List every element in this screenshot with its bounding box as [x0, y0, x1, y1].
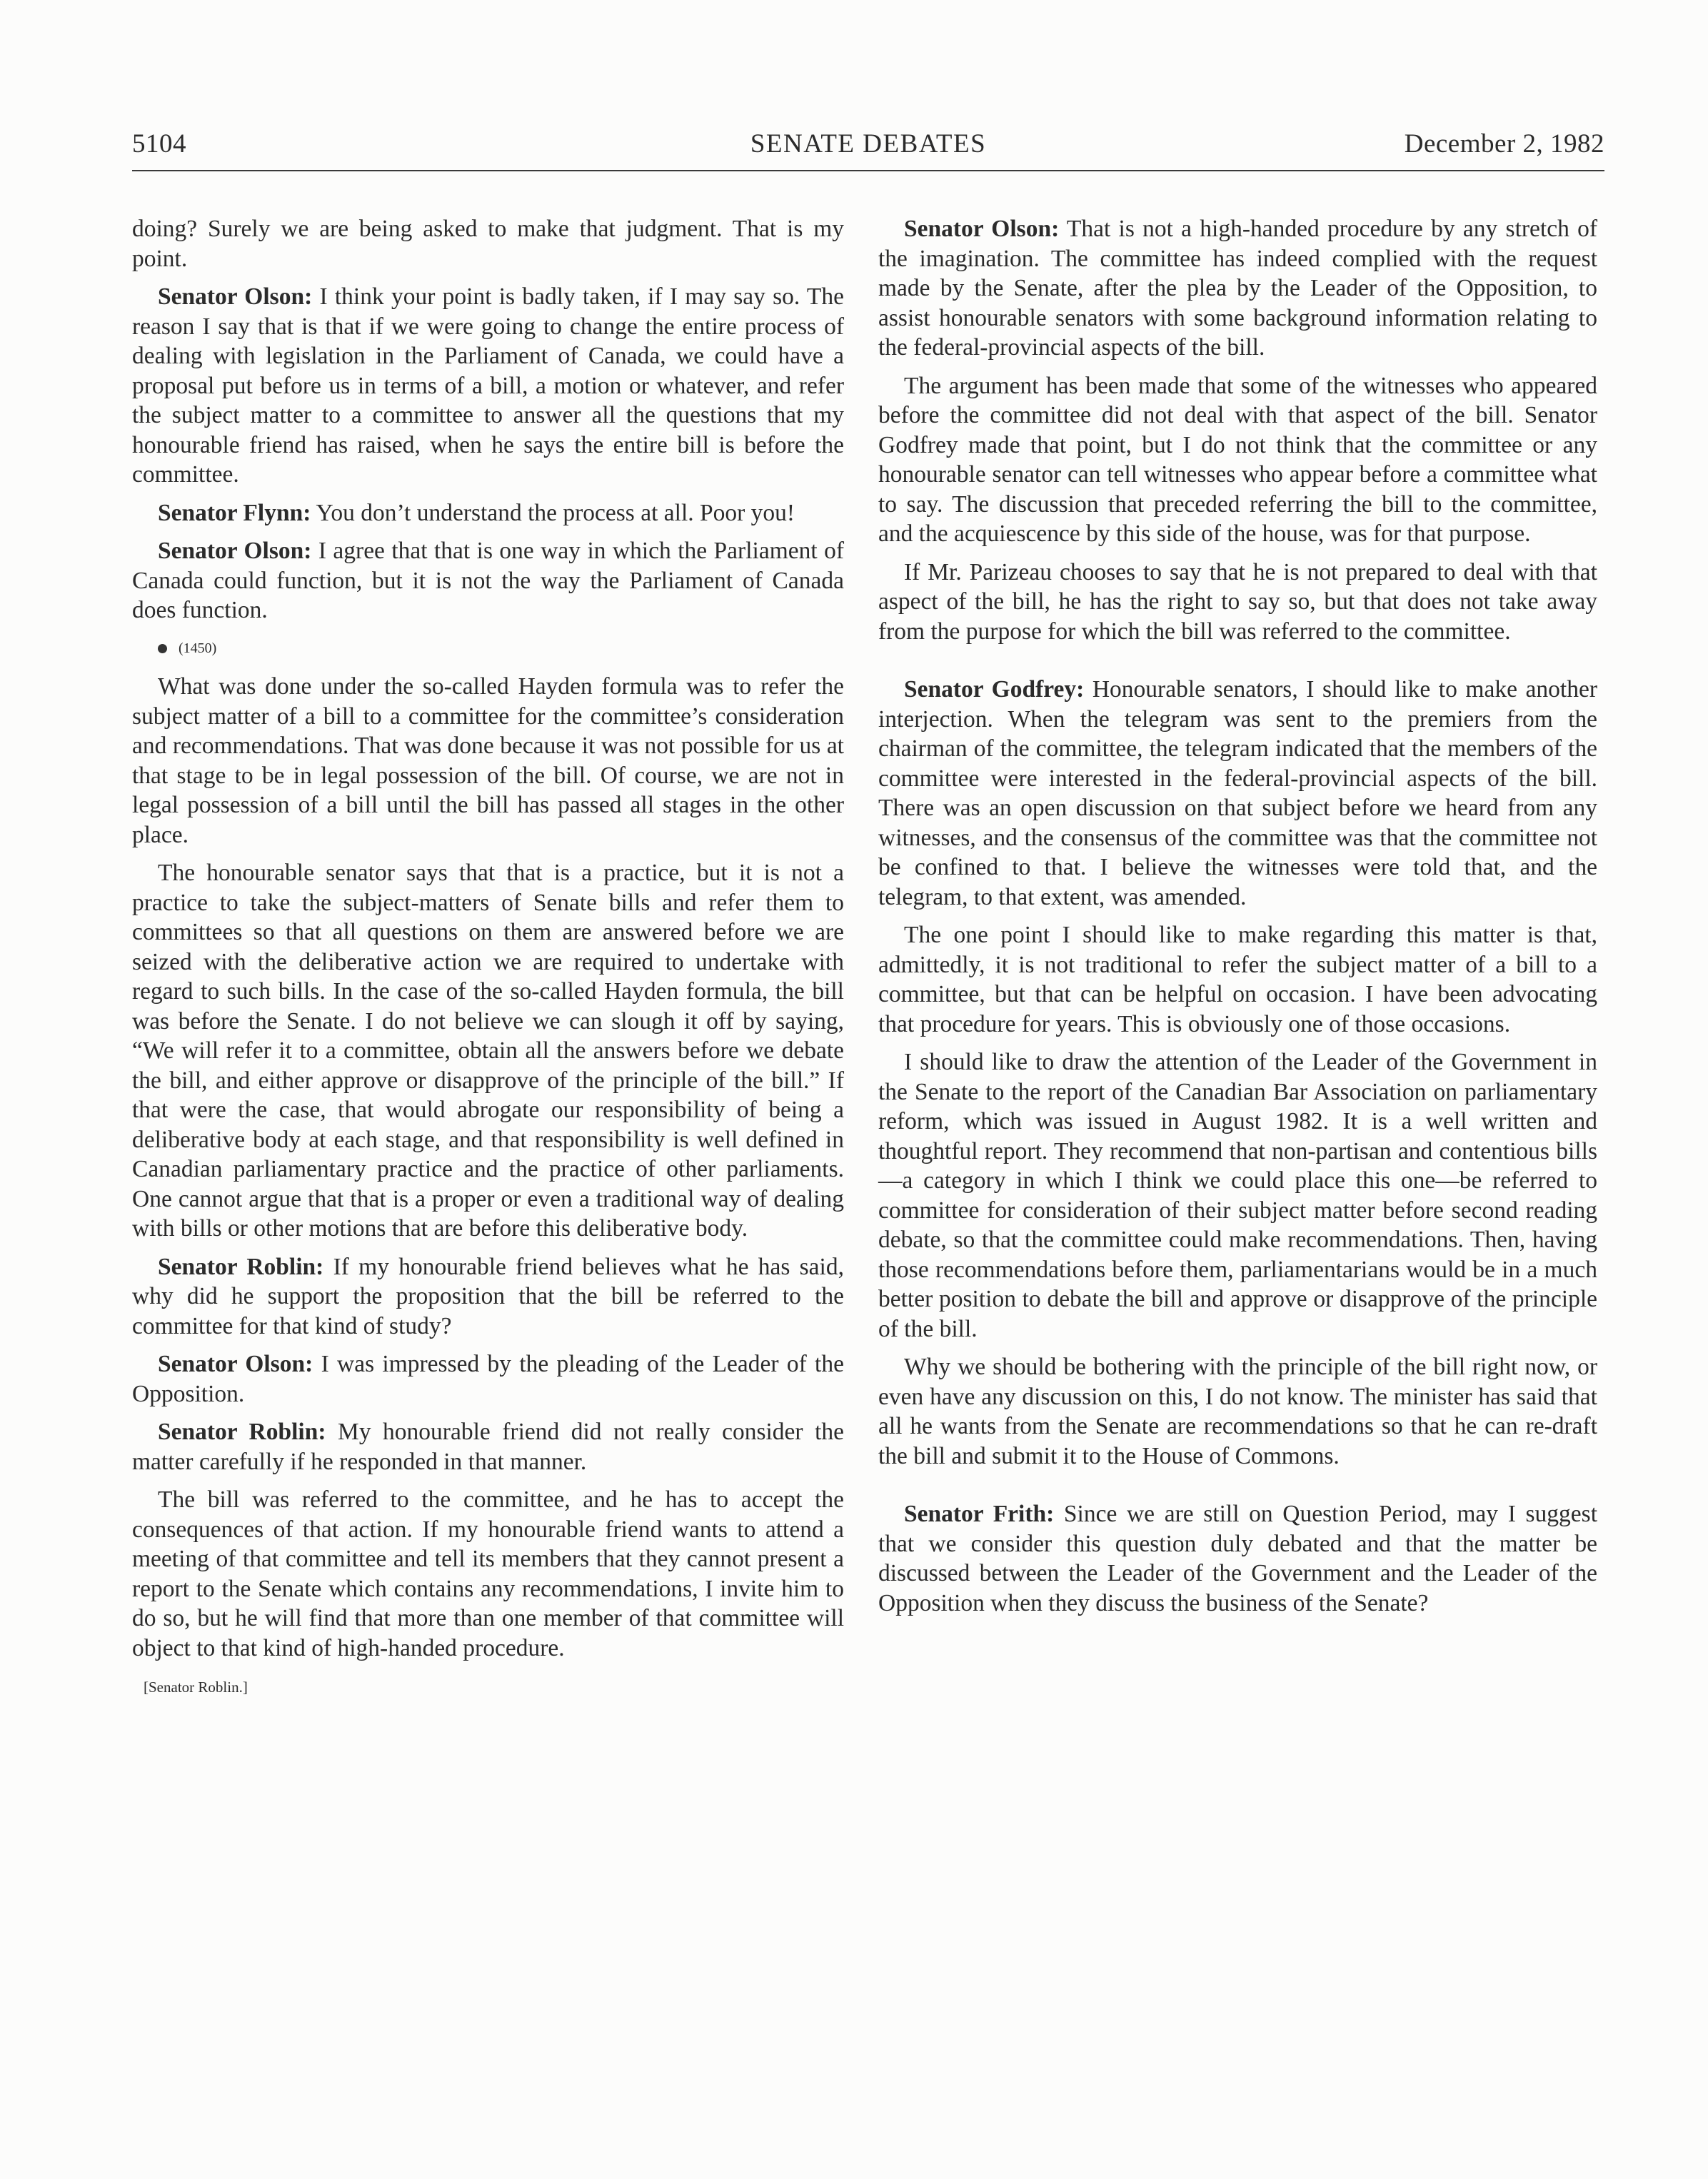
paragraph: Why we should be bothering with the principle of the bill right now, or even have any discussion on this, I do not know. The minister has said that all he wants from the Senate are recommendations so that he can re-draft the bill and submit it to the House of Commons.	[878, 1354, 1597, 1469]
paragraph: The one point I should like to make regarding this matter is that, admittedly, it is not traditional to refer the subject matter of a bill to a committee, but that can be helpful on occasion. I have been advocating that procedure for years. This is obviously one of those occasions.	[878, 922, 1597, 1037]
speech-text: I agree that that is one way in which the Parliament of Canada could function, but it is not the way the Parliament of Canada does function.	[132, 538, 844, 623]
speech-paragraph	[878, 1499, 1597, 1618]
time-marker-label: (1450)	[179, 640, 217, 656]
right-column	[878, 214, 1597, 1626]
publication-title: SENATE DEBATES	[750, 129, 987, 158]
speaker-name: Senator Olson:	[158, 1351, 313, 1377]
speaker-name: Senator Roblin:	[158, 1419, 326, 1445]
speech-paragraph	[132, 1417, 844, 1476]
speaker-name: Senator Godfrey:	[904, 676, 1085, 703]
publication-date: December 2, 1982	[1404, 129, 1604, 158]
paragraph: If Mr. Parizeau chooses to say that he is not prepared to deal with that aspect of the bill, he has the right to say so, but that does not take away from the purpose for which the bill was referred to the committee.	[878, 558, 1597, 645]
speech-paragraph	[878, 675, 1597, 912]
page-header	[132, 127, 1604, 171]
speech-text: I was impressed by the pleading of the Leader of the Opposition.	[132, 1351, 844, 1407]
speaker-name: Senator Frith:	[904, 1501, 1055, 1527]
speech-text: You don’t understand the process at all. Poor you!	[311, 499, 795, 526]
paragraph: What was done under the so-called Hayden formula was to refer the subject matter of a bill to a committee for the committee’s consideration and recommendations. That was done because it was not possible for us at that stage to be in legal possession of the bill. Of course, we are not in legal possession of a bill until the bill has passed all stages in the other place.	[132, 673, 844, 848]
bullet-icon	[158, 644, 167, 653]
speaker-name: Senator Olson:	[904, 216, 1060, 242]
paragraph: doing? Surely we are being asked to make that judgment. That is my point.	[132, 216, 844, 272]
speech-text: I think your point is badly taken, if I may say so. The reason I say that is that if we were going to change the entire process of dealing with legislation in the Parliament of Canada, we could have a proposal put before us in terms of a bill, a motion or whatever, and refer the subject matter to a committee to answer all the questions that my honourable friend has raised, when he says the entire bill is before the committee.	[132, 283, 844, 488]
speech-text: If my honourable friend believes what he has said, why did he support the proposition that the bill be referred to the committee for that kind of study?	[132, 1253, 844, 1339]
speaker-name: Senator Olson:	[158, 538, 312, 564]
speech-paragraph	[132, 1252, 844, 1342]
time-marker	[132, 634, 844, 664]
paragraph: The honourable senator says that that is a practice, but it is not a practice to take the subject-matters of Senate bills and refer them to committees so that all questions on them are answered before we are seized with the deliberative action we are required to undertake with regard to such bills. In the case of the so-called Hayden formula, the bill was before the Senate. I do not believe we can slough it off by saying, “We will refer it to a committee, obtain all the answers before we debate the bill, and either approve or disapprove of the principle of the bill.” If that were the case, that would abrogate our responsibility of being a deliberative body at each stage, and that responsibility is well defined in Canadian parliamentary practice and the practice of other parliaments. One cannot argue that that is a proper or even a traditional way of dealing with bills or other motions that are before this deliberative body.	[132, 860, 844, 1242]
paragraph: The bill was referred to the committee, and he has to accept the consequences of that action. If my honourable friend wants to attend a meeting of that committee and tell its members that they cannot present a report to the Senate which contains any recommendations, I invite him to do so, but he will find that more than one member of that committee will object to that kind of high-handed procedure.	[132, 1486, 844, 1661]
speaker-name: Senator Olson:	[158, 283, 313, 310]
speaker-reference: [Senator Roblin.]	[144, 1679, 248, 1696]
paragraph: I should like to draw the attention of the Leader of the Government in the Senate to the report of the Canadian Bar Association on parliamentary reform, which was issued in August 1982. It is a well written and thoughtful report. They recommend that non-partisan and contentious bills—a category in which I think we could place this one—be referred to committee for consideration of their subject matter before second reading debate, so that the committee could make recommendations. Then, having those recommendations before them, parliamentarians would be in a much better position to debate the bill and approve or disapprove of the principle of the bill.	[878, 1049, 1597, 1342]
speech-paragraph	[132, 498, 844, 528]
paragraph: The argument has been made that some of the witnesses who appeared before the committee did not deal with that aspect of the bill. Senator Godfrey made that point, but I do not think that the committee or any honourable senator can tell witnesses who appear before a committee what to say. The discussion that preceded referring the bill to the committee, and the acquiescence by this side of the house, was for that purpose.	[878, 372, 1597, 547]
page-number: 5104	[132, 129, 186, 158]
speech-text: My honourable friend did not really consider the matter carefully if he responded in that manner.	[132, 1419, 845, 1475]
speech-text: Honourable senators, I should like to make another interjection. When the telegram was sent to the premiers from the chairman of the committee, the telegram indicated that the members of the committee were interested in the federal-provincial aspects of the bill. There was an open discussion on that subject before we heard from any witnesses, and the consensus of the committee was that the committee not be confined to that. I believe the witnesses were told that, and the telegram, to that extent, was amended.	[878, 676, 1597, 910]
speech-text: Since we are still on Question Period, may I suggest that we consider this question duly debated and that the matter be discussed between the Leader of the Government and the Leader of the Opposition when they discuss the business of the Senate?	[878, 1501, 1597, 1616]
speaker-name: Senator Roblin:	[158, 1253, 324, 1280]
speech-paragraph	[878, 214, 1597, 363]
speaker-name: Senator Flynn:	[158, 499, 311, 526]
speech-paragraph	[132, 536, 844, 625]
speech-paragraph	[132, 282, 844, 490]
speech-paragraph	[132, 1349, 844, 1409]
left-column	[132, 214, 844, 1703]
speech-text: That is not a high-handed procedure by any stretch of the imagination. The committee has indeed complied with the request made by the Senate, after the plea by the Leader of the Opposition, to assist honourable senators with some background information relating to the federal-provincial aspects of the bill.	[878, 216, 1597, 361]
